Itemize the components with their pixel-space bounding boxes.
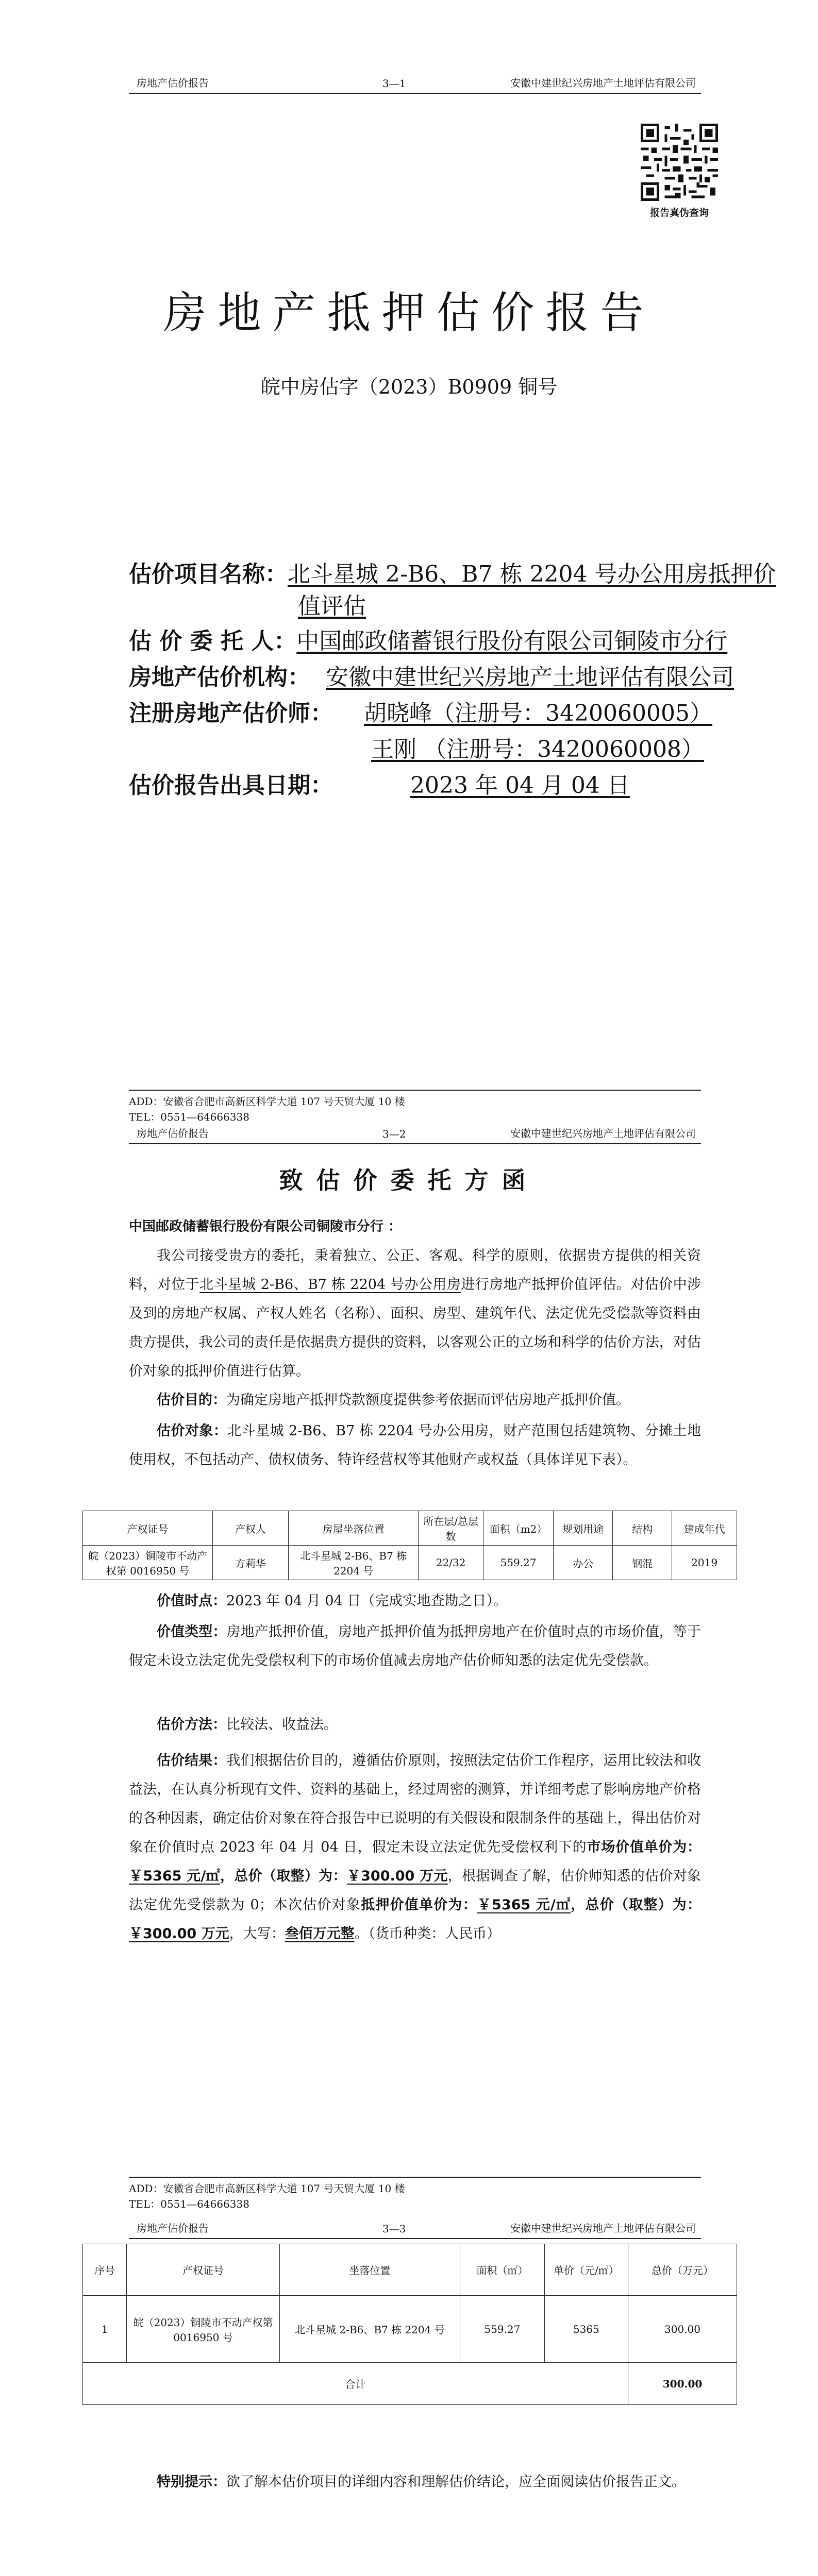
market-total-price: ￥300.00 万元 xyxy=(346,1868,448,1884)
page2-header xyxy=(129,1121,701,1144)
report-title: 房地产抵押估价报告 xyxy=(163,287,655,338)
table-row xyxy=(83,1546,737,1580)
amount-in-words: 叁佰万元整 xyxy=(285,1926,355,1942)
agency-value: 安徽中建世纪兴房地产土地评估有限公司 xyxy=(326,664,734,690)
header-page-number: 3—3 xyxy=(382,2223,406,2235)
result-paragraph: 估价结果：我们根据估价目的，遵循估价原则，按照法定估价工作程序，运用比较法和收益法，在认真分析现有文件、资料的基础上，经过周密的测算，并详细考虑了影响房地产价格的各种因素，确定估价对象在符合报告中已说明的有关假设和限制条件的基础上，得出估价对象在价值时点 2023 年 04 月 04 日，假定未设立法定优先受偿权利下的市场价值单价为：￥5365 元/㎡，总价（取整）为：￥300.00 万元，根据调查了解，估价师知悉的估价对象法定优先受偿款为 0；本次估价对象抵押价值单价为：￥5365 元/㎡，总价（取整）为：￥300.00 万元，大写：叁佰万元整。（货币种类：人民币） xyxy=(129,1753,702,1942)
value-type-label: 价值类型： xyxy=(157,1624,227,1640)
table-header: 建成年代 xyxy=(672,1511,737,1546)
table-cell: 皖（2023）铜陵市不动产权第 0016950 号 xyxy=(83,1546,213,1580)
header-page-number: 3—1 xyxy=(382,77,406,90)
agency-row xyxy=(129,662,734,693)
table-header: 单价（元/㎡） xyxy=(544,2244,628,2296)
appraiser-label: 注册房地产估价师： xyxy=(129,700,333,726)
date-row xyxy=(129,770,696,801)
table-header: 结构 xyxy=(613,1511,672,1546)
mortgage-total-price: ￥300.00 万元 xyxy=(129,1926,229,1942)
project-label: 估价项目名称： xyxy=(129,561,288,587)
table-header: 产权人 xyxy=(213,1511,289,1546)
letter-addressee: 中国邮政储蓄银行股份有限公司铜陵市分行 ： xyxy=(129,1219,402,1234)
table-cell: 皖（2023）铜陵市不动产权第 0016950 号 xyxy=(127,2296,279,2363)
table-cell: 钢混 xyxy=(613,1546,672,1580)
total-value: 300.00 xyxy=(628,2363,737,2405)
valuation-date-paragraph: 价值时点：2023 年 04 月 04 日（完成实地查勘之日）。 xyxy=(157,1593,507,1609)
table-cell: 办公 xyxy=(554,1546,613,1580)
table-header: 所在层/总层数 xyxy=(419,1511,483,1546)
appraiser-row xyxy=(129,698,712,729)
table-header: 序号 xyxy=(83,2244,127,2296)
valuation-date-label: 价值时点： xyxy=(157,1593,226,1609)
appraiser-row-2 xyxy=(371,734,818,765)
qr-code-icon[interactable] xyxy=(641,124,718,201)
letter-intro: 我公司接受贵方的委托，秉着独立、公正、客观、科学的原则，依据贵方提供的相关资料，对位于北斗星城 2-B6、B7 栋 2204 号办公用房进行房地产抵押价值评估。对估价中涉及到的房地产权属、产权人姓名（名称）、面积、房型、建筑年代、法定优先受偿款等资料由贵方提供，我公司的责任是依据贵方提供的资料，以客观公正的立场和科学的估价方法，对估价对象的抵押价值进行估算。 xyxy=(129,1248,701,1379)
page2-footer xyxy=(129,2177,701,2212)
method-label: 估价方法： xyxy=(157,1717,226,1733)
project-name-row xyxy=(129,559,776,590)
letter-title: 致估价委托方函 xyxy=(279,1166,539,1194)
table-header: 产权证号 xyxy=(83,1511,213,1546)
value-type-paragraph: 价值类型：房地产抵押价值，房地产抵押价值为抵押房地产在价值时点的市场价值，等于假定未设立法定优先受偿权利下的市场价值减去房地产估价师知悉的法定优先受偿款。 xyxy=(129,1624,702,1669)
table-cell: 559.27 xyxy=(483,1546,553,1580)
project-value-2: 值评估 xyxy=(298,593,366,619)
header-page-number: 3—2 xyxy=(382,1128,406,1140)
header-right: 安徽中建世纪兴房地产土地评估有限公司 xyxy=(510,1127,696,1140)
table-cell: 22/32 xyxy=(419,1546,483,1580)
purpose-paragraph: 估价目的：为确定房地产抵押贷款额度提供参考依据而评估房地产抵押价值。 xyxy=(157,1392,630,1408)
header-left: 房地产估价报告 xyxy=(137,77,209,89)
project-value: 北斗星城 2-B6、B7 栋 2204 号办公用房抵押价 xyxy=(288,561,776,587)
client-label: 估 价 委 托 人： xyxy=(129,628,297,654)
footer-tel: TEL：0551—64666338 xyxy=(129,1111,249,1123)
table-row xyxy=(83,2296,737,2363)
appraiser-2: 王刚 （注册号：3420060008） xyxy=(371,736,704,762)
agency-label: 房地产估价机构： xyxy=(129,664,310,690)
result-label: 估价结果： xyxy=(157,1753,227,1769)
table-cell: 方莉华 xyxy=(213,1546,289,1580)
page1-footer xyxy=(129,1090,701,1125)
table-cell: 北斗星城 2-B6、B7 栋 2204 号 xyxy=(289,1546,419,1580)
page3-header xyxy=(129,2215,701,2239)
total-label: 合计 xyxy=(83,2363,628,2405)
footer-address: ADD：安徽省合肥市高新区科学大道 107 号天贸大厦 10 楼 xyxy=(129,1095,405,1108)
property-table xyxy=(82,1511,737,1580)
client-value: 中国邮政储蓄银行股份有限公司铜陵市分行 xyxy=(296,628,728,654)
header-right: 安徽中建世纪兴房地产土地评估有限公司 xyxy=(510,77,696,89)
summary-table xyxy=(82,2244,737,2405)
table-header: 房屋坐落位置 xyxy=(289,1511,419,1546)
table-cell: 1 xyxy=(83,2296,127,2363)
footer-tel: TEL：0551—64666338 xyxy=(129,2198,249,2210)
table-cell: 5365 xyxy=(544,2296,628,2363)
table-cell: 300.00 xyxy=(628,2296,737,2363)
date-label: 估价报告出具日期： xyxy=(129,772,333,799)
table-header: 面积（㎡） xyxy=(460,2244,545,2296)
table-cell: 559.27 xyxy=(460,2296,545,2363)
object-paragraph: 估价对象：北斗星城 2-B6、B7 栋 2204 号办公用房，财产范围包括建筑物、分摊土地使用权，不包括动产、债权债务、特许经营权等其他财产或权益（具体详见下表）。 xyxy=(129,1423,701,1468)
table-header: 规划用途 xyxy=(554,1511,613,1546)
header-left: 房地产估价报告 xyxy=(137,1127,209,1140)
table-total-row xyxy=(83,2363,737,2405)
notice-paragraph: 特别提示：欲了解本估价项目的详细内容和理解估价结论，应全面阅读估价报告正文。 xyxy=(157,2474,686,2490)
table-header: 面积（m2） xyxy=(483,1511,553,1546)
footer-address: ADD：安徽省合肥市高新区科学大道 107 号天贸大厦 10 楼 xyxy=(129,2182,405,2195)
notice-label: 特别提示： xyxy=(157,2474,226,2490)
date-value: 2023 年 04 月 04 日 xyxy=(410,772,630,799)
mortgage-unit-price: ￥5365 元/㎡ xyxy=(477,1897,571,1913)
report-number: 皖中房估字（2023）B0909 铜号 xyxy=(260,376,558,398)
market-unit-price: ￥5365 元/㎡ xyxy=(129,1868,220,1884)
object-label: 估价对象： xyxy=(157,1423,228,1439)
table-cell: 北斗星城 2-B6、B7 栋 2204 号 xyxy=(279,2296,460,2363)
qr-caption: 报告真伪查询 xyxy=(649,207,709,218)
property-address: 北斗星城 2-B6、B7 栋 2204 号办公用房 xyxy=(199,1277,461,1293)
table-header: 总价（万元） xyxy=(628,2244,737,2296)
page1-header xyxy=(129,70,701,94)
table-header: 产权证号 xyxy=(127,2244,279,2296)
table-header: 坐落位置 xyxy=(279,2244,460,2296)
header-right: 安徽中建世纪兴房地产土地评估有限公司 xyxy=(510,2222,696,2234)
header-left: 房地产估价报告 xyxy=(137,2222,209,2234)
project-name-row-2 xyxy=(298,591,818,622)
method-paragraph: 估价方法：比较法、收益法。 xyxy=(157,1717,338,1733)
appraiser-1: 胡晓峰（注册号：3420060005） xyxy=(364,700,712,726)
table-cell: 2019 xyxy=(672,1546,737,1580)
purpose-label: 估价目的： xyxy=(157,1392,226,1408)
client-row xyxy=(129,626,728,657)
